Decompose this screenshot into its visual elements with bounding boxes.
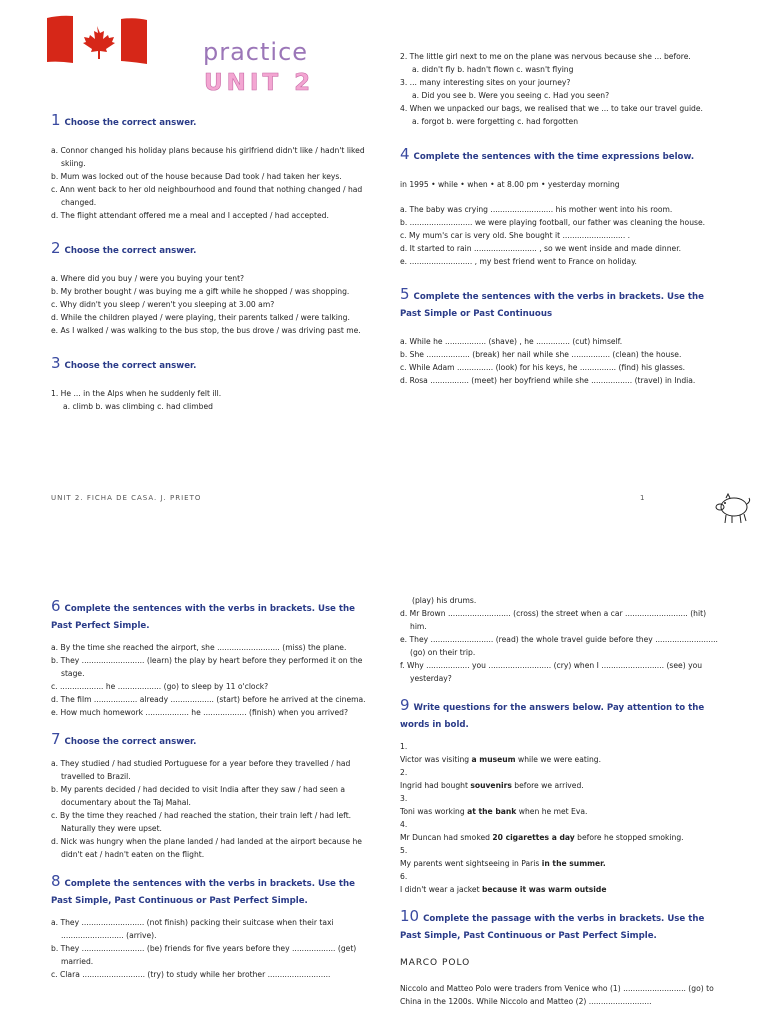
list-item: a. They studied / had studied Portuguese for a year before they travelled / had travelled to Brazil. (51, 759, 351, 781)
exercise-number: 10 (400, 907, 420, 925)
list-item: c. Ann went back to her old neighbourhood and found that nothing changed / had changed. (51, 185, 363, 207)
exercise-5-heading (400, 286, 720, 323)
page2-left-column (51, 598, 371, 981)
answer-text: I didn't wear a jacket (400, 885, 482, 894)
exercise-number: 3 (51, 354, 61, 372)
list-item: c. My mum's car is very old. She bought it .......................... . (400, 231, 631, 240)
exercise-instruction: Complete the passage with the verbs in brackets. Use the Past Simple, Past Continuous or Past Perfect Simple. (400, 914, 705, 941)
list-item: c. .................. he .................. (go) to sleep by 11 o'clock? (51, 682, 269, 691)
exercise-10-heading (400, 908, 720, 945)
exercise-number: 4 (400, 145, 410, 163)
answer-text: Mr Duncan had smoked (400, 833, 493, 842)
list-item: c. While Adam ............... (look) for his keys, he ............... (find) his glasses. (400, 363, 686, 372)
page-number: 1 (640, 494, 645, 502)
canada-flag-icon (43, 10, 151, 70)
answer-text: while we were eating. (515, 755, 602, 764)
answer-text: before we arrived. (511, 781, 584, 790)
bold-text: souvenirs (470, 781, 512, 790)
pig-icon (712, 490, 752, 528)
list-item: e. As I walked / was walking to the bus stop, the bus drove / was driving past me. (51, 326, 361, 335)
list-item: d. The film .................. already .................. (start) before he arrived at the cinema. (51, 695, 366, 704)
bold-text: in the summer. (541, 859, 606, 868)
exercise-number: 6 (51, 597, 61, 615)
list-item: e. How much homework .................. he .................. (finish) when you arrived? (51, 708, 349, 717)
exercise-instruction: Choose the correct answer. (64, 246, 197, 256)
answer-text: My parents went sightseeing in Paris (400, 859, 542, 868)
answer-text: Toni was working (400, 807, 468, 816)
answer-sentence (400, 831, 720, 844)
exercise-9-heading (400, 697, 720, 734)
answer-text: before he stopped smoking. (574, 833, 684, 842)
list-item: a. While he ................. (shave) , he .............. (cut) himself. (400, 337, 623, 346)
exercise-number: 7 (51, 730, 61, 748)
page1-right-column (400, 50, 720, 387)
exercise-6-heading (51, 598, 371, 635)
exercise-instruction: Choose the correct answer. (64, 737, 197, 747)
exercise-1-heading (51, 112, 371, 132)
exercise-3-heading (51, 355, 371, 375)
exercise-instruction: Complete the sentences with the verbs in brackets. Use the Past Simple, Past Continuous or Past Perfect Simple. (51, 879, 355, 906)
item-number: 3. (400, 794, 408, 803)
list-item: d. The flight attendant offered me a meal and I accepted / had accepted. (51, 211, 329, 220)
list-item: a. By the time she reached the airport, she .......................... (miss) the plane. (51, 643, 347, 652)
list-item: b. .......................... we were playing football, our father was cleaning the house. (400, 218, 706, 227)
list-item: b. They .......................... (learn) the play by heart before they performed it on the stage. (51, 656, 363, 678)
list-item: 3. ... many interesting sites on your journey? (400, 78, 571, 87)
exercise-number: 2 (51, 239, 61, 257)
list-item: 1. He ... in the Alps when he suddenly felt ill. (51, 389, 222, 398)
answer-options: a. forgot b. were forgetting c. had forgotten (412, 117, 579, 126)
unit-title: UNIT 2 (204, 70, 315, 96)
list-item: c. Why didn't you sleep / weren't you sleeping at 3.00 am? (51, 300, 275, 309)
list-item: d. Mr Brown .......................... (cross) the street when a car .......................... (hit) him. (400, 609, 707, 631)
exercise-7-heading (51, 731, 371, 751)
list-item: d. It started to rain .......................... , so we went inside and made dinner. (400, 244, 682, 253)
list-item: a. Connor changed his holiday plans because his girlfriend didn't like / hadn't liked skiing. (51, 146, 365, 168)
item-number: 5. (400, 846, 408, 855)
list-item: a. Where did you buy / were you buying your tent? (51, 274, 245, 283)
passage-title: MARCO POLO (400, 958, 471, 968)
list-item: b. They .......................... (be) friends for five years before they .................. (get) married. (51, 944, 357, 966)
page-footer: UNIT 2. FICHA DE CASA. J. PRIETO (51, 494, 202, 502)
exercise-2-heading (51, 240, 371, 260)
list-item: c. Clara .......................... (try) to study while her brother .......................... (51, 970, 331, 979)
list-item: b. My brother bought / was buying me a gift while he shopped / was shopping. (51, 287, 350, 296)
exercise-8-heading (51, 873, 371, 910)
answer-sentence (400, 883, 720, 896)
list-item: a. They .......................... (not finish) packing their suitcase when their taxi .......................... (arrive). (51, 918, 334, 940)
item-number: 4. (400, 820, 408, 829)
exercise-number: 8 (51, 872, 61, 890)
answer-options: a. didn't fly b. hadn't flown c. wasn't flying (412, 65, 574, 74)
list-item: f. Why .................. you .......................... (cry) when I .......................... (see) you yesterday? (400, 661, 703, 683)
list-item: 2. The little girl next to me on the plane was nervous because she ... before. (400, 52, 691, 61)
exercise-number: 9 (400, 696, 410, 714)
bold-text: because it was warm outside (481, 885, 607, 894)
answer-sentence (400, 779, 720, 792)
exercise-instruction: Complete the sentences with the verbs in brackets. Use the Past Simple or Past Continuous (400, 292, 704, 319)
answer-text: Victor was visiting (400, 755, 472, 764)
passage-text: Niccolo and Matteo Polo were traders from Venice who (1) .......................... (go) to China in the 1200s. While Niccolo and Matteo (2) .......................... (400, 984, 714, 1006)
list-item: e. .......................... , my best friend went to France on holiday. (400, 257, 637, 266)
page-title: practice (203, 38, 309, 66)
time-expressions: in 1995 • while • when • at 8.00 pm • yesterday morning (400, 180, 620, 189)
item-number: 1. (400, 742, 408, 751)
ex9-list (400, 740, 720, 896)
page1-left-column (51, 112, 371, 413)
bold-text: at the bank (467, 807, 517, 816)
list-item: e. They .......................... (read) the whole travel guide before they .......................... (go) on their trip. (400, 635, 718, 657)
list-item: b. Mum was locked out of the house because Dad took / had taken her keys. (51, 172, 342, 181)
list-item: 4. When we unpacked our bags, we realised that we ... to take our travel guide. (400, 104, 703, 113)
item-number: 6. (400, 872, 408, 881)
exercise-number: 5 (400, 285, 410, 303)
answer-options: a. climb b. was climbing c. had climbed (63, 402, 213, 411)
answer-text: when he met Eva. (516, 807, 588, 816)
list-item: d. Rosa ................ (meet) her boyfriend while she ................. (travel) in India. (400, 376, 696, 385)
list-item: c. By the time they reached / had reached the station, their train left / had left. Naturally they were upset. (51, 811, 352, 833)
exercise-instruction: Choose the correct answer. (64, 361, 197, 371)
answer-options: a. Did you see b. Were you seeing c. Had you seen? (412, 91, 610, 100)
list-item: b. She .................. (break) her nail while she ................ (clean) the house. (400, 350, 682, 359)
bold-text: 20 cigarettes a day (492, 833, 575, 842)
exercise-4-heading (400, 146, 720, 166)
answer-sentence (400, 857, 720, 870)
exercise-instruction: Complete the sentences with the time expressions below. (413, 152, 695, 162)
answer-sentence (400, 805, 720, 818)
list-item: d. Nick was hungry when the plane landed / had landed at the airport because he didn't eat / hadn't eaten on the flight. (51, 837, 362, 859)
answer-text: Ingrid had bought (400, 781, 471, 790)
list-item: d. While the children played / were playing, their parents talked / were talking. (51, 313, 350, 322)
answer-sentence (400, 753, 720, 766)
list-item: a. The baby was crying .......................... his mother went into his room. (400, 205, 673, 214)
exercise-instruction: Write questions for the answers below. Pay attention to the words in bold. (400, 703, 705, 730)
list-item-continued: (play) his drums. (412, 596, 477, 605)
list-item: b. My parents decided / had decided to visit India after they saw / had seen a documentary about the Taj Mahal. (51, 785, 346, 807)
exercise-instruction: Choose the correct answer. (64, 118, 197, 128)
item-number: 2. (400, 768, 408, 777)
exercise-instruction: Complete the sentences with the verbs in brackets. Use the Past Perfect Simple. (51, 604, 355, 631)
bold-text: a museum (471, 755, 516, 764)
page2-right-column (400, 594, 720, 1008)
exercise-number: 1 (51, 111, 61, 129)
